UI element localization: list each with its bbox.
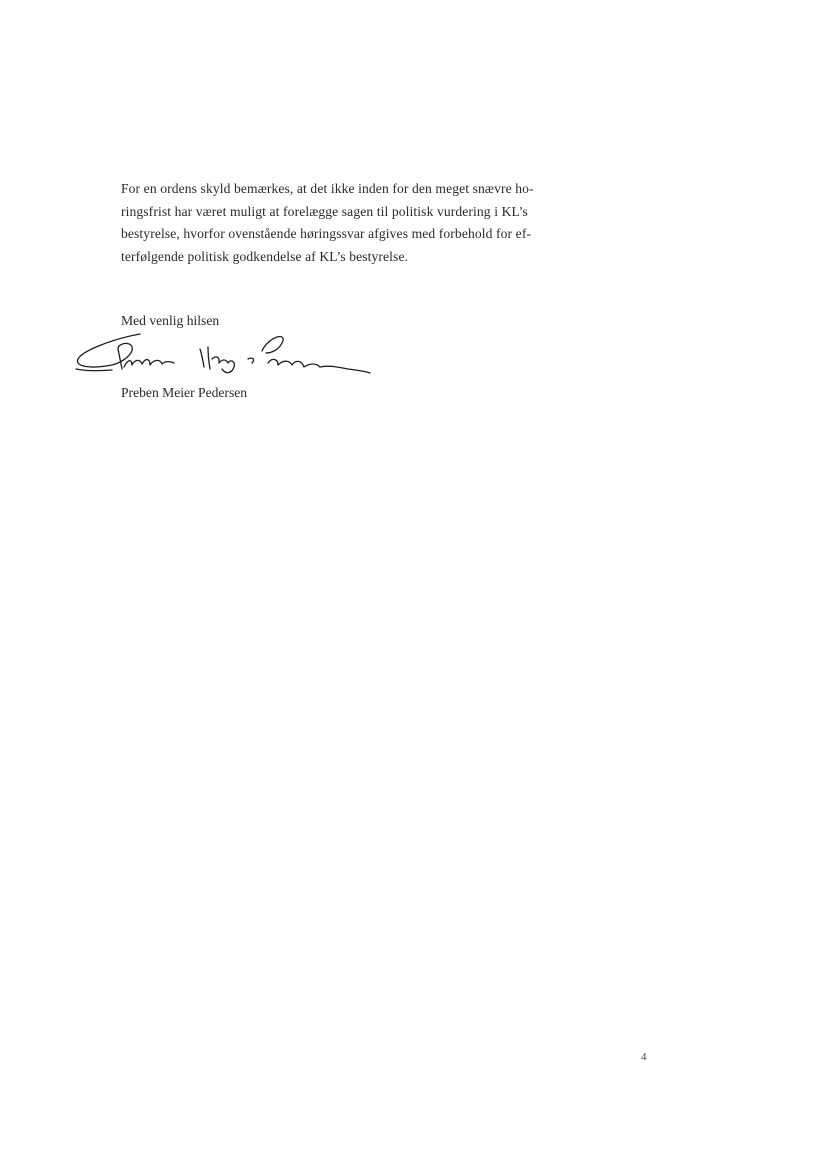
paragraph-line-3: bestyrelse, hvorfor ovenstående høringssvar afgives med forbehold for ef- <box>121 226 532 241</box>
handwritten-signature <box>72 329 372 381</box>
closing-salutation: Med venlig hilsen <box>121 313 220 328</box>
paragraph-line-2: ringsfrist har været muligt at forelægge sagen til politisk vurdering i KL’s <box>121 203 528 219</box>
signer-name: Preben Meier Pedersen <box>121 385 248 400</box>
page-number: 4 <box>641 1051 647 1063</box>
paragraph-line-4: terfølgende politisk godkendelse af KL’s bestyrelse. <box>121 248 409 264</box>
paragraph-line-1: For en ordens skyld bemærkes, at det ikke inden for den meget snævre ho- <box>121 181 534 196</box>
body-paragraph <box>121 178 616 268</box>
